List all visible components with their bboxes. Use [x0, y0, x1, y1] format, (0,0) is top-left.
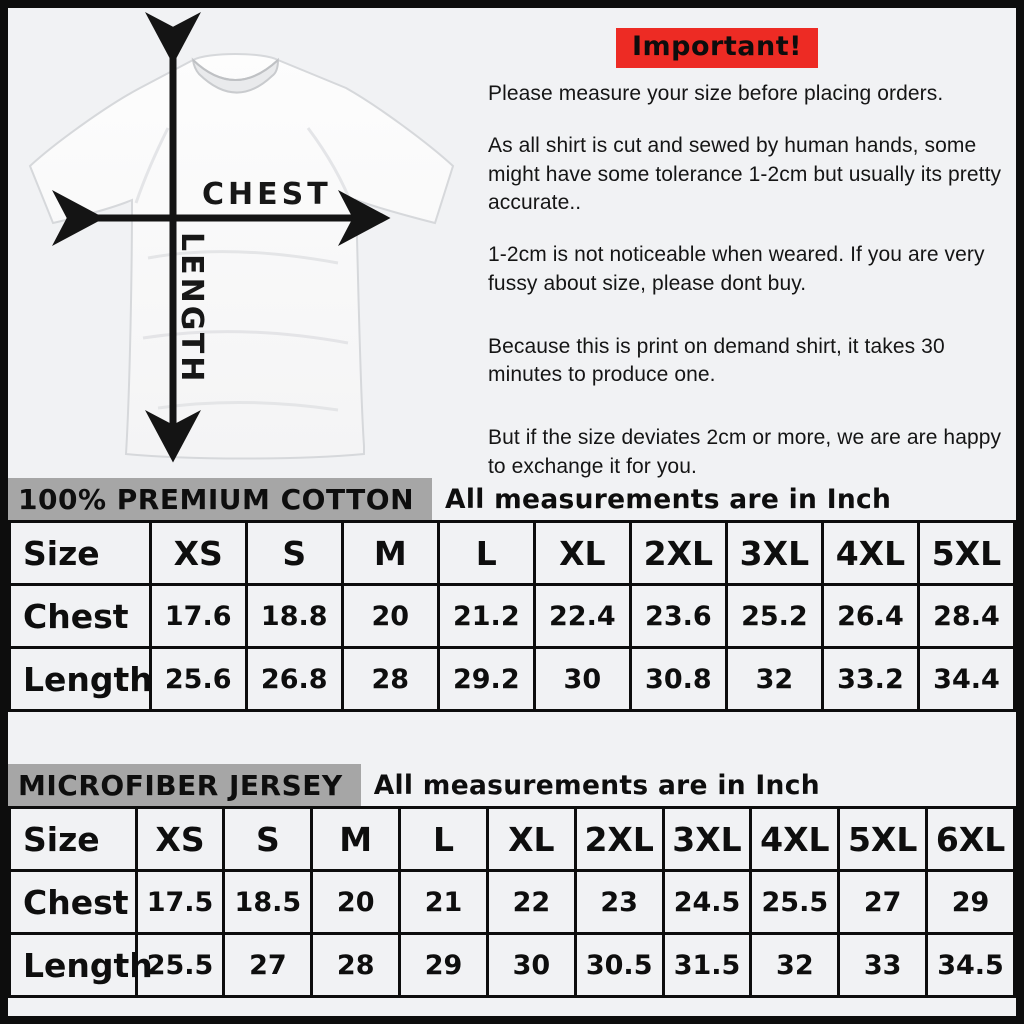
measurement-cell: 25.5	[751, 871, 839, 934]
measurement-cell: 25.6	[150, 648, 246, 711]
measurement-cell: 33.2	[822, 648, 918, 711]
notice-paragraphs	[488, 80, 1010, 482]
length-label: LENGTH	[174, 232, 209, 385]
measurement-cell: 34.5	[927, 934, 1015, 997]
measurement-cell: 18.8	[246, 585, 342, 648]
size-header-cell: 4XL	[751, 808, 839, 871]
tshirt-diagram	[8, 8, 470, 478]
size-header-cell: 2XL	[630, 522, 726, 585]
measurement-cell: 21	[400, 871, 488, 934]
measurement-cell: 28.4	[918, 585, 1014, 648]
measurement-cell: 17.5	[136, 871, 224, 934]
size-header-cell: 3XL	[663, 808, 751, 871]
measurement-cell: 23	[575, 871, 663, 934]
table-row	[10, 585, 1015, 648]
measurement-cell: 29	[400, 934, 488, 997]
measurement-cell: 28	[312, 934, 400, 997]
cotton-size-table	[8, 520, 1016, 712]
table-row	[10, 522, 1015, 585]
row-label: Length	[10, 934, 137, 997]
measurement-cell: 33	[839, 934, 927, 997]
measurement-cell: 34.4	[918, 648, 1014, 711]
size-header-cell: XS	[150, 522, 246, 585]
section-header-jersey	[8, 764, 1016, 806]
size-header-cell: 5XL	[918, 522, 1014, 585]
size-header-cell: S	[224, 808, 312, 871]
measurement-cell: 30.5	[575, 934, 663, 997]
measurement-cell: 30	[534, 648, 630, 711]
row-label: Length	[10, 648, 151, 711]
size-header-cell: M	[342, 522, 438, 585]
notice-paragraph: 1-2cm is not noticeable when weared. If you are very fussy about size, please dont buy.	[488, 243, 985, 295]
size-header-cell: 4XL	[822, 522, 918, 585]
notice-panel	[470, 8, 1016, 478]
section-header-cotton	[8, 478, 1016, 520]
top-section	[8, 8, 1016, 478]
measurement-cell: 22	[487, 871, 575, 934]
notice-paragraph: Because this is print on demand shirt, it takes 30 minutes to produce one.	[488, 334, 945, 387]
measurement-cell: 28	[342, 648, 438, 711]
row-label: Size	[10, 522, 151, 585]
size-header-cell: XL	[534, 522, 630, 585]
jersey-size-table	[8, 806, 1016, 998]
measurement-cell: 29.2	[438, 648, 534, 711]
size-header-cell: XS	[136, 808, 224, 871]
size-header-cell: L	[438, 522, 534, 585]
measurement-cell: 26.4	[822, 585, 918, 648]
measurement-cell: 29	[927, 871, 1015, 934]
size-header-cell: 6XL	[927, 808, 1015, 871]
measurement-cell: 22.4	[534, 585, 630, 648]
measurement-cell: 26.8	[246, 648, 342, 711]
row-label: Chest	[10, 871, 137, 934]
measurement-cell: 32	[726, 648, 822, 711]
measurement-cell: 20	[312, 871, 400, 934]
size-header-cell: 5XL	[839, 808, 927, 871]
tshirt-illustration	[8, 8, 470, 478]
size-header-cell: S	[246, 522, 342, 585]
row-label: Size	[10, 808, 137, 871]
measurement-cell: 18.5	[224, 871, 312, 934]
cotton-units-note: All measurements are in Inch	[445, 483, 892, 515]
measurement-cell: 27	[224, 934, 312, 997]
size-header-cell: 3XL	[726, 522, 822, 585]
measurement-cell: 17.6	[150, 585, 246, 648]
measurement-cell: 24.5	[663, 871, 751, 934]
measurement-cell: 25.5	[136, 934, 224, 997]
notice-paragraph: Please measure your size before placing orders.	[488, 82, 944, 105]
notice-paragraph: As all shirt is cut and sewed by human hands, some might have some tolerance 1-2cm but usually its pretty accurate..	[488, 133, 1002, 215]
tshirt-body	[30, 54, 453, 459]
size-header-cell: L	[400, 808, 488, 871]
size-header-cell: 2XL	[575, 808, 663, 871]
table-row	[10, 934, 1015, 997]
measurement-cell: 30.8	[630, 648, 726, 711]
measurement-cell: 27	[839, 871, 927, 934]
measurement-cell: 31.5	[663, 934, 751, 997]
table-row	[10, 808, 1015, 871]
measurement-cell: 32	[751, 934, 839, 997]
important-badge: Important!	[616, 28, 818, 68]
measurement-cell: 23.6	[630, 585, 726, 648]
measurement-cell: 25.2	[726, 585, 822, 648]
size-header-cell: XL	[487, 808, 575, 871]
notice-paragraph: But if the size deviates 2cm or more, we are are happy to exchange it for you.	[488, 426, 1002, 478]
table-row	[10, 648, 1015, 711]
measurement-cell: 30	[487, 934, 575, 997]
row-label: Chest	[10, 585, 151, 648]
measurement-cell: 20	[342, 585, 438, 648]
chest-label: CHEST	[202, 177, 332, 212]
jersey-title: MICROFIBER JERSEY	[8, 764, 361, 806]
measurement-cell: 21.2	[438, 585, 534, 648]
jersey-units-note: All measurements are in Inch	[373, 769, 820, 801]
size-header-cell: M	[312, 808, 400, 871]
table-row	[10, 871, 1015, 934]
cotton-title: 100% PREMIUM COTTON	[8, 478, 432, 520]
